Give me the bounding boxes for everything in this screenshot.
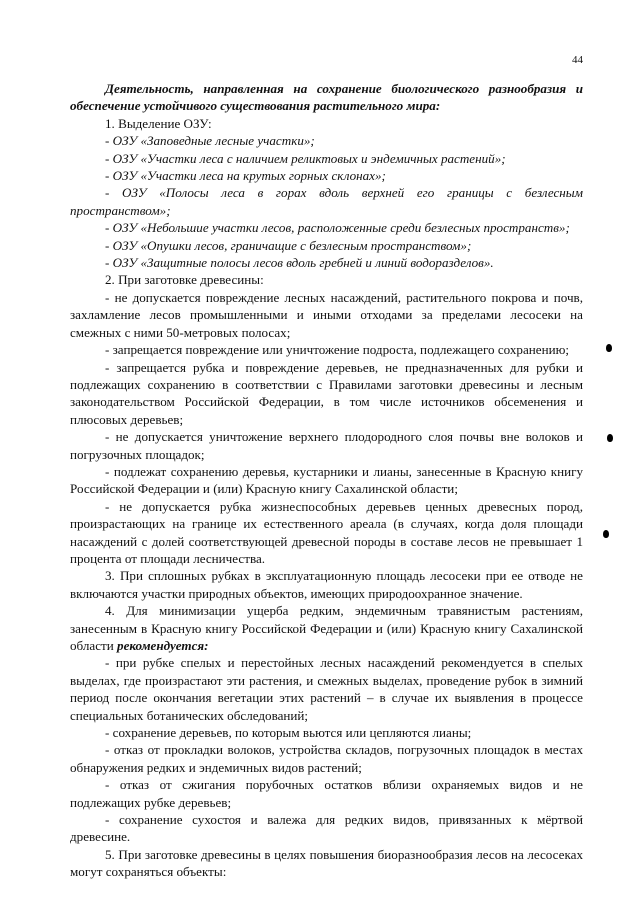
ozu-item-6: - ОЗУ «Опушки лесов, граничащие с безлесным пространством»;	[105, 237, 472, 253]
harvest-rule-4: - не допускается уничтожение верхнего плодородного слоя почвы вне волоков и погрузочных площадок;	[70, 429, 583, 462]
document-body	[70, 80, 583, 881]
scan-punch-mark	[607, 434, 613, 442]
ozu-item-5: - ОЗУ «Небольшие участки лесов, расположенные среди безлесных пространств»;	[105, 220, 570, 236]
ozu-item-3: - ОЗУ «Участки леса на крутых горных склонах»;	[105, 168, 386, 184]
paragraph-4-emphasis: рекомендуется:	[117, 638, 209, 653]
scan-punch-mark	[603, 530, 609, 538]
ozu-item-2: - ОЗУ «Участки леса с наличием реликтовых и эндемичных растений»;	[105, 150, 506, 166]
scan-punch-mark	[606, 344, 612, 352]
harvest-rule-1: - не допускается повреждение лесных насаждений, растительного покрова и почв, захламление лесов промышленными и иными отходами за пределами лесосеки на смежных с ними 50-метровых полосах;	[70, 289, 583, 340]
paragraph-4	[70, 602, 583, 654]
recommendation-1: - при рубке спелых и перестойных лесных насаждений рекомендуется в спелых выделах, где произрастают эти растения, и смежных выделах, проведение рубок в зимний период после окончания вегетации этих растений – в случае их выявления в процессе специальных ботанических обследований;	[70, 655, 583, 723]
section-heading: Деятельность, направленная на сохранение биологического разнообразия и обеспечение устойчивого существования растительного мира:	[70, 81, 583, 114]
harvest-rule-5: - подлежат сохранению деревья, кустарники и лианы, занесенные в Красную книгу Российской Федерации и (или) Красную книгу Сахалинской области;	[70, 463, 583, 497]
recommendation-5: - сохранение сухостоя и валежа для редких видов, привязанных к мёртвой древесине.	[70, 812, 583, 845]
paragraph-4-text: 4. Для минимизации ущерба редким, эндемичным травянистым растениям, занесенным в Красную книгу Российской Федерации и (или) Красную книгу Сахалинской области	[70, 603, 583, 653]
harvest-rule-3: - запрещается рубка и повреждение деревьев, не предназначенных для рубки и подлежащих сохранению в соответствии с Правилами заготовки древесины и лесным законодательством Российской Федерации, в том числе источников обсеменения и плюсовых деревьев;	[70, 359, 583, 427]
ozu-item-7: - ОЗУ «Защитные полосы лесов вдоль гребней и линий водоразделов».	[105, 255, 494, 271]
harvest-rule-6: - не допускается рубка жизнеспособных деревьев ценных древесных пород, произрастающих на границе их естественного ареала (в случаях, когда доля площади насаждений с долей соответствующей древесной породы в составе лесов не превышает 1 процента от площади лесничества.	[70, 498, 583, 566]
recommendation-2: - сохранение деревьев, по которым вьются или цепляются лианы;	[105, 725, 472, 741]
recommendation-4: - отказ от сжигания порубочных остатков вблизи охраняемых видов и не подлежащих рубке деревьев;	[70, 777, 583, 810]
page-number: 44	[572, 54, 583, 66]
recommendation-3: - отказ от прокладки волоков, устройства складов, погрузочных площадок в местах обнаружения редких и эндемичных видов растений;	[70, 742, 583, 775]
paragraph-2: 2. При заготовке древесины:	[105, 272, 264, 288]
ozu-item-4: - ОЗУ «Полосы леса в горах вдоль верхней его границы с безлесным пространством»;	[70, 185, 583, 218]
ozu-item-1: - ОЗУ «Заповедные лесные участки»;	[105, 133, 315, 149]
paragraph-1: 1. Выделение ОЗУ:	[105, 115, 212, 131]
paragraph-5: 5. При заготовке древесины в целях повышения биоразнообразия лесов на лесосеках могут сохраняться объекты:	[70, 846, 583, 880]
harvest-rule-2: - запрещается повреждение или уничтожение подроста, подлежащего сохранению;	[105, 342, 570, 358]
paragraph-3: 3. При сплошных рубках в эксплуатационную площадь лесосеки при ее отводе не включаются участки природных объектов, имеющих природоохранное значение.	[70, 568, 583, 601]
